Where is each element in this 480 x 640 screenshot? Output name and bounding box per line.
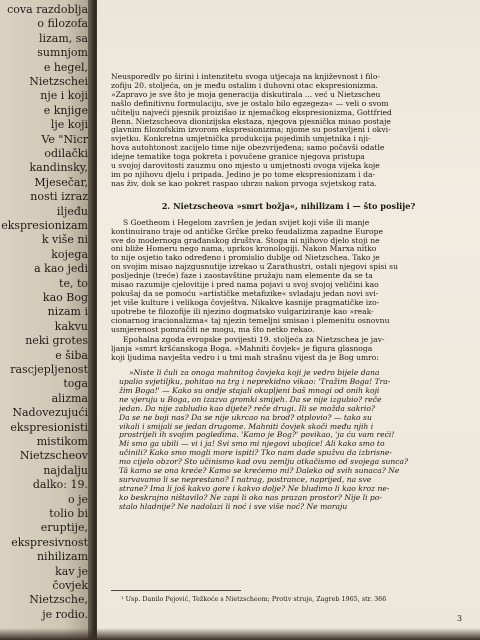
left-page-text-line: dalko: 19. [32,478,88,492]
text-line: S Goetheom i Hegelom završen je jedan svijet koji više ili manje [123,218,370,227]
left-page-text-line: mistikom [36,435,88,448]
left-page-text-line: Nadovezujući [12,406,88,420]
text-line: Da se ne boji nas? Da se nije ukrcao na brod? otplovio? — tako su [119,413,372,422]
left-page-text-line: e šiba [55,348,88,362]
text-line: mo cijelo obzor? Što učinismo kad ovu zemlju otkačismo od svojega sunca? [119,458,409,467]
left-page-text-line: toga [63,377,88,391]
left-page-text-line: lje koji [50,118,88,132]
text-line: Benn. Nietzscheova dionizijska ekstaza, njegova pjesnička misao postaje [111,117,391,126]
left-page-text-line: nosti izraz [30,190,88,204]
text-line: »Niste li čuli za onoga mahnitog čovjeka koji je vedro bijele dana [129,369,380,378]
text-line: Mi smo ga ubili — vi i ja! Svi smo mi njegovi ubojice! Ali kako smo to [119,440,385,449]
text-line: oni bliže Homeru nego nama, uprkos kronologiji. Nakon Marxa nitko [111,245,377,254]
text-line: survavamo li se neprestano? I natrag, postrance, naprijed, na sve [119,475,372,484]
text-line: im po njihovu djelu i pripada. Jedino je po tome ekspresionizam i da- [111,170,376,179]
left-page-text-line: iljeđu [56,204,88,218]
text-line: misao razumije cjelovitije i pred nama pojavi u svoj svojoj veličini kao [111,281,379,289]
text-line: Tâ kamo se ona kreće? Kamo se krećemo mi? Daleko od svih sunaca? Ne [119,467,400,475]
text-line: usmjerenost pomračiti ne mogu, ma što netko rekao. [111,325,315,334]
page-number: 3 [457,614,463,623]
text-line: vikali i smijali se jedan drugome. Mahniti čovjek skoči među njih i [119,422,374,431]
text-line: žim Boga!' — Kako su ondje stajali okupljeni baš mnogi od onih koji [119,386,380,395]
left-page-text-line: kojega [51,247,88,261]
left-page-text-line: lizam, sa [38,31,88,45]
left-page-text-line: o je [67,492,88,506]
left-page-text-line: Ve "Nicr [41,132,88,146]
text-line: zofiju 20. stoljeća, on je među ostalim i duhovni otac ekspresionizma. [111,81,378,90]
text-line: idejne tematike toga pokreta i povučene granice njegova pristupa [111,153,365,162]
text-line: u svojoj darovitosti zauzmu ono mjesto u umjetnosti ovoga vijeka koje [111,162,380,170]
left-page-text-line: te, to [59,276,88,290]
left-page-text-line: ekspresionisti [10,420,88,434]
text-line: ne vjeruju u Boga, on izazva gromki smijeh. Da se nije izgubio? reče [119,395,382,404]
left-page-text-line: neki grotes [25,334,88,348]
previous-page [0,0,92,640]
footnote: ¹ Usp. Danilo Pejović, Težkoće s Nietzscheom; Protiv struje, Zagreb 1965, str. 366 [121,595,387,603]
text-line: upalio svjetiljku, pohitao na trg i neprekidno vikao: 'Tražim Boga! Tra- [119,378,391,386]
left-page-text-line: odilački [44,147,88,160]
text-line: posljednje (treće) faze i zaostavštine pružaju nam elemente da se ta [111,272,373,281]
text-line: hova autohtonost zacijelo time nije obezvrijeđena; samo počavši odatle [111,144,385,153]
text-line: cionarnog iracionalizma« taj njezin temeljni smisao i plemenitu osnovnu [111,316,390,325]
left-page-text-line: Nietzsche, [29,593,88,607]
text-line: jedan. Da nije zabludio kao dijete? reče drugi. Ili se možda sakrio? [119,404,375,413]
left-page-text-line: cova razdoblja [7,3,88,16]
section-heading: 2. Nietzscheova »smrt božja«, nihilizam i — što poslije? [161,200,416,211]
left-page-text-line: e hegel, [43,60,88,74]
current-page [97,0,480,640]
text-line: strane? Ima li još kakvo gore i kakvo dolje? Ne bludimo li kao kroz ne- [119,484,390,493]
text-line: jet više kulture i velikoga čovještva. Nikakve kasnije pragmatičke izo- [111,298,380,307]
text-line: nas živ, dok se kao pokret raspao ubrzo nakon prvoga svjetskog rata. [111,179,377,188]
text-line: kontinuirano traje od antičke Grčke preko feudalizma zapadne Europe [111,227,383,236]
left-page-text-line: tolio bi [49,507,88,520]
text-line: stalo hladnije? Ne nadolazi li noć i sve više noć? Ne moraju [119,502,348,511]
text-line: pokušaj da se pomoću »artističke metafizike« svladaju jedan novi svi- [111,289,379,298]
text-line: učitelju najveći pjesnik proizišao iz njemačkog ekspresionizma, Gottfried [111,108,392,117]
left-page-text-line: k više ni [41,233,88,247]
text-line: upotrebe te filozofije ili njezino dogmatsko vulgariziranje kao »reak- [111,307,374,316]
left-page-text-line: a kao jedi [34,262,88,276]
left-page-text-line: kakvu [54,319,88,333]
left-page-text-line: rascjepljenost [10,363,88,376]
text-line: »Zapravo je sve što je moja generacija diskutirala ... već u Nietzscheu [111,90,381,99]
left-page-text-line: najdalju [43,463,88,477]
left-page-text-line: nizam i [47,305,88,319]
text-line: koji ljudima navješta vedro i u tmi mah strašnu vijest da je Bog umro: [111,354,379,363]
left-page-text-line: Nietzscheov [19,449,88,463]
left-page-text-line: ekspresionizam [1,219,88,232]
left-page-text-line: je rodio. [42,607,88,621]
text-line: on svojim misao najzgusnutije izrekao u Zarathustri, ostali njegovi spisi su [111,263,398,272]
left-page-text-line: e knjige [43,103,88,117]
left-page-text-line: nihilizam [36,550,88,564]
left-page-text-line: čovjek [52,579,88,592]
text-line: Neusporedlv po širini i intenzitetu svoga utjecaja na književnost i filo- [111,73,380,81]
left-page-text-line: kandinsky, [29,161,88,175]
text-line: to nije osjetio tako određeno i promislio dublje od Nietzschea. Tako je [111,254,380,263]
text-line: svjetku. Konkretna umjetnička produkcija pojedinih umjetnika i nji- [111,135,371,144]
text-line: Epohalna zgoda evropske povijesti 19. stoljeća za Nietzschea je jav- [123,336,385,345]
page-bottom-shadow [0,628,480,640]
text-line: ko beskrajno ništavilo? Ne zapi li oko nas prazan prostor? Nije li po- [119,493,382,502]
text-line: sve do modernoga građanskog društva. Stoga ni njihovo djelo stoji ne [111,236,380,245]
text-line: ljanja »smrt kršćanskoga Boga. »Mahniti čovjek« je figura glasnoga [111,345,373,354]
left-page-text-line: nje i koji [40,89,88,103]
footnote-rule [111,590,241,591]
text-line: našlo definitivnu formulaciju, sve je ostalo bilo egzegeza« — veli o svom [111,99,389,108]
left-page-text-line: kao Bog [42,291,88,304]
text-line: prostrijeli ih svojim pogledima. 'Kamo je Bog?' povikao, 'ja ću vam reći! [119,431,395,440]
text-line: učinili? Kako smo mogli more ispiti? Tko nam dade spužvu da izbrisne- [119,449,392,458]
left-page-text-line: ekspresivnost [11,535,88,549]
left-page-text-line: kav je [55,564,88,578]
left-page-text-line: alizma [51,391,88,405]
left-page-text-line: Nietzschei [29,75,88,88]
left-page-text-line: sumnjom [37,46,88,60]
left-page-text-line: eruptije, [40,521,88,535]
text-line: glavnim filozofskim izvorom ekspresionizma; njome su postavljeni i okvi- [111,126,391,135]
left-page-text-line: Mjesečar, [34,175,88,189]
left-page-text-line: o filozofa [37,17,88,31]
